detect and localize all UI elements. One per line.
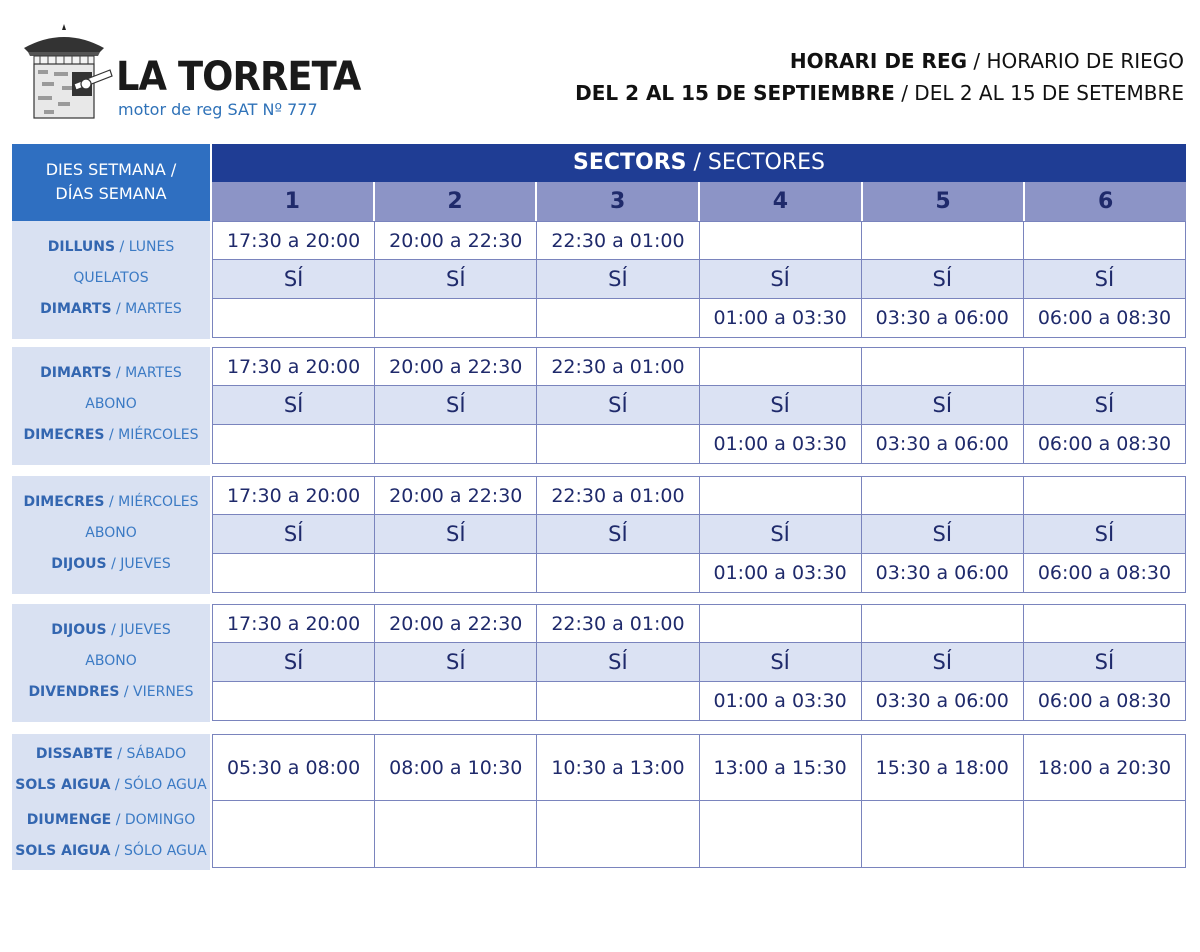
schedule-period [575, 78, 1184, 108]
sectors-header [212, 144, 1186, 182]
day-label-end-es: / VIERNES [119, 684, 194, 700]
fertigation-cell: SÍ [212, 260, 374, 298]
day-label-start-ca: DIJOUS [51, 622, 107, 638]
table-row [212, 299, 1186, 338]
day-label-panel [12, 347, 210, 465]
day-label-start [12, 622, 210, 638]
schedule-cell [536, 801, 698, 867]
schedule-header [575, 48, 1184, 108]
day-label-start [12, 365, 210, 381]
schedule-cell: 22:30 a 01:00 [536, 477, 698, 514]
day-label-start-ca: DIMARTS [40, 365, 112, 381]
schedule-cell: 06:00 a 08:30 [1023, 554, 1186, 592]
schedule-cell: 20:00 a 22:30 [374, 477, 536, 514]
schedule-cell: 10:30 a 13:00 [536, 735, 698, 800]
day-label-end-es: / MIÉRCOLES [104, 427, 199, 443]
sunday-water-label [12, 843, 210, 859]
day-block [12, 221, 1186, 339]
fertigation-cell: SÍ [699, 643, 861, 681]
day-label-panel [12, 604, 210, 722]
schedule-cell [374, 682, 536, 720]
schedule-cell: 03:30 a 06:00 [861, 425, 1023, 463]
day-label-end-ca: DIMARTS [40, 301, 112, 317]
fertigation-cell: SÍ [861, 515, 1023, 553]
schedule-cell [1023, 801, 1186, 867]
schedule-cell: 01:00 a 03:30 [699, 682, 861, 720]
sunday-label-es: / DOMINGO [111, 812, 196, 828]
schedule-cell [374, 801, 536, 867]
saturday-water-label-es: / SÓLO AGUA [110, 777, 207, 793]
day-label-start [12, 239, 210, 255]
schedule-cell: 17:30 a 20:00 [212, 222, 374, 259]
schedule-cell: 01:00 a 03:30 [699, 299, 861, 337]
fertigation-cell: SÍ [536, 643, 698, 681]
day-label-end-ca: DIVENDRES [28, 684, 120, 700]
fertigation-cell: SÍ [212, 515, 374, 553]
schedule-cell [699, 348, 861, 385]
weekend-block [12, 734, 1186, 870]
table-row [212, 347, 1186, 386]
sunday-label [12, 812, 210, 828]
schedule-cell [212, 425, 374, 463]
schedule-cell: 15:30 a 18:00 [861, 735, 1023, 800]
schedule-cell [536, 682, 698, 720]
schedule-title-es: / HORARIO DE RIEGO [967, 49, 1184, 73]
schedule-cell: 20:00 a 22:30 [374, 222, 536, 259]
sector-number: 2 [373, 182, 536, 221]
treatment-label: QUELATOS [73, 270, 149, 286]
schedule-cell [536, 299, 698, 337]
sector-grid [212, 476, 1186, 593]
fertigation-cell: SÍ [374, 260, 536, 298]
schedule-cell: 20:00 a 22:30 [374, 348, 536, 385]
schedule-cell [536, 425, 698, 463]
sector-grid [212, 347, 1186, 464]
schedule-cell: 06:00 a 08:30 [1023, 682, 1186, 720]
schedule-cell: 06:00 a 08:30 [1023, 425, 1186, 463]
sector-number: 6 [1023, 182, 1186, 221]
schedule-cell [1023, 348, 1186, 385]
day-label-end-es: / MARTES [111, 301, 182, 317]
sectors-header-ca: SECTORS [572, 150, 687, 175]
fertigation-cell: SÍ [861, 643, 1023, 681]
day-label-end-es: / JUEVES [106, 556, 171, 572]
treatment-label: ABONO [85, 653, 137, 669]
day-label-panel [12, 221, 210, 339]
weekend-grid [212, 734, 1186, 868]
table-row [212, 221, 1186, 260]
schedule-cell [861, 801, 1023, 867]
schedule-cell: 22:30 a 01:00 [536, 605, 698, 642]
schedule-cell [861, 477, 1023, 514]
day-label-end [12, 556, 210, 572]
day-label-end-ca: DIJOUS [51, 556, 107, 572]
schedule-cell [1023, 477, 1186, 514]
schedule-cell [212, 801, 374, 867]
day-label-end [12, 427, 210, 443]
saturday-water-label [12, 777, 210, 793]
schedule-cell [1023, 222, 1186, 259]
brand-subtitle: motor de reg SAT Nº 777 [118, 100, 318, 119]
fertigation-cell: SÍ [536, 386, 698, 424]
saturday-water-label-ca: SOLS AIGUA [15, 777, 111, 793]
schedule-period-ca: / DEL 2 AL 15 DE SETEMBRE [894, 81, 1184, 105]
treatment-label: ABONO [85, 396, 137, 412]
saturday-label [12, 746, 210, 762]
schedule-cell: 03:30 a 06:00 [861, 299, 1023, 337]
schedule-cell [861, 222, 1023, 259]
day-label-start-es: / JUEVES [106, 622, 171, 638]
schedule-cell: 18:00 a 20:30 [1023, 735, 1186, 800]
day-label-start-es: / LUNES [115, 239, 175, 255]
day-label-start-es: / MARTES [111, 365, 182, 381]
schedule-cell [699, 222, 861, 259]
schedule-cell [212, 299, 374, 337]
table-row [212, 734, 1186, 801]
schedule-cell: 01:00 a 03:30 [699, 425, 861, 463]
day-block [12, 604, 1186, 722]
sector-grid [212, 604, 1186, 721]
tower-icon [14, 20, 114, 120]
sector-number-row [212, 182, 1186, 221]
table-row [212, 425, 1186, 464]
fertigation-cell: SÍ [212, 643, 374, 681]
schedule-cell [699, 477, 861, 514]
fertigation-cell: SÍ [212, 386, 374, 424]
fertigation-cell: SÍ [536, 515, 698, 553]
day-label-panel [12, 476, 210, 594]
fertigation-cell: SÍ [699, 260, 861, 298]
schedule-cell: 05:30 a 08:00 [212, 735, 374, 800]
saturday-label-es: / SÁBADO [112, 746, 187, 762]
day-label-start-ca: DIMECRES [23, 494, 105, 510]
sunday-water-label-ca: SOLS AIGUA [15, 843, 111, 859]
fertigation-cell: SÍ [1023, 386, 1186, 424]
schedule-cell: 17:30 a 20:00 [212, 477, 374, 514]
schedule-cell [699, 605, 861, 642]
table-row [212, 554, 1186, 593]
weekend-label-panel [12, 734, 210, 870]
table-row [212, 386, 1186, 425]
sector-number: 5 [861, 182, 1024, 221]
fertigation-cell: SÍ [699, 386, 861, 424]
schedule-period-es: DEL 2 AL 15 DE SEPTIEMBRE [575, 81, 895, 105]
sector-number: 1 [212, 182, 373, 221]
fertigation-cell: SÍ [374, 643, 536, 681]
treatment-label: ABONO [85, 525, 137, 541]
schedule-cell: 08:00 a 10:30 [374, 735, 536, 800]
sunday-label-ca: DIUMENGE [26, 812, 112, 828]
schedule-cell [212, 682, 374, 720]
schedule-cell: 17:30 a 20:00 [212, 348, 374, 385]
day-block [12, 347, 1186, 465]
sunday-water-label-es: / SÓLO AGUA [110, 843, 207, 859]
day-label-start [12, 494, 210, 510]
schedule-cell: 06:00 a 08:30 [1023, 299, 1186, 337]
day-label-end [12, 684, 210, 700]
schedule-cell: 03:30 a 06:00 [861, 682, 1023, 720]
fertigation-cell: SÍ [1023, 260, 1186, 298]
days-header-line1: DIES SETMANA / [45, 160, 177, 179]
fertigation-cell: SÍ [699, 515, 861, 553]
fertigation-cell: SÍ [374, 386, 536, 424]
day-block [12, 476, 1186, 594]
schedule-cell: 01:00 a 03:30 [699, 554, 861, 592]
table-row [212, 604, 1186, 643]
schedule-cell [861, 348, 1023, 385]
table-row [212, 682, 1186, 721]
fertigation-cell: SÍ [1023, 643, 1186, 681]
schedule-cell: 03:30 a 06:00 [861, 554, 1023, 592]
sector-number: 4 [698, 182, 861, 221]
table-row [212, 515, 1186, 554]
schedule-cell [212, 554, 374, 592]
fertigation-cell: SÍ [374, 515, 536, 553]
schedule-cell: 13:00 a 15:30 [699, 735, 861, 800]
table-row [212, 476, 1186, 515]
day-label-end-ca: DIMECRES [23, 427, 105, 443]
schedule-cell: 20:00 a 22:30 [374, 605, 536, 642]
fertigation-cell: SÍ [536, 260, 698, 298]
schedule-cell: 22:30 a 01:00 [536, 348, 698, 385]
fertigation-cell: SÍ [1023, 515, 1186, 553]
schedule-cell [861, 605, 1023, 642]
table-row [212, 801, 1186, 868]
schedule-cell [374, 299, 536, 337]
days-header [12, 144, 210, 221]
schedule-cell [699, 801, 861, 867]
schedule-cell: 17:30 a 20:00 [212, 605, 374, 642]
table-row [212, 260, 1186, 299]
days-header-line2: DÍAS SEMANA [55, 184, 167, 203]
schedule-cell [374, 554, 536, 592]
schedule-cell: 22:30 a 01:00 [536, 222, 698, 259]
sector-number: 3 [535, 182, 698, 221]
saturday-label-ca: DISSABTE [35, 746, 113, 762]
sector-grid [212, 221, 1186, 338]
day-label-start-ca: DILLUNS [47, 239, 116, 255]
sectors-header-es: / SECTORES [686, 150, 826, 175]
brand-name: LA TORRETA [116, 54, 361, 100]
schedule-cell [374, 425, 536, 463]
schedule-cell [1023, 605, 1186, 642]
fertigation-cell: SÍ [861, 386, 1023, 424]
fertigation-cell: SÍ [861, 260, 1023, 298]
schedule-title-ca: HORARI DE REG [789, 49, 968, 73]
schedule-cell [536, 554, 698, 592]
day-label-start-es: / MIÉRCOLES [104, 494, 199, 510]
day-label-end [12, 301, 210, 317]
table-row [212, 643, 1186, 682]
schedule-title [575, 48, 1184, 74]
brand-logo [14, 20, 361, 125]
